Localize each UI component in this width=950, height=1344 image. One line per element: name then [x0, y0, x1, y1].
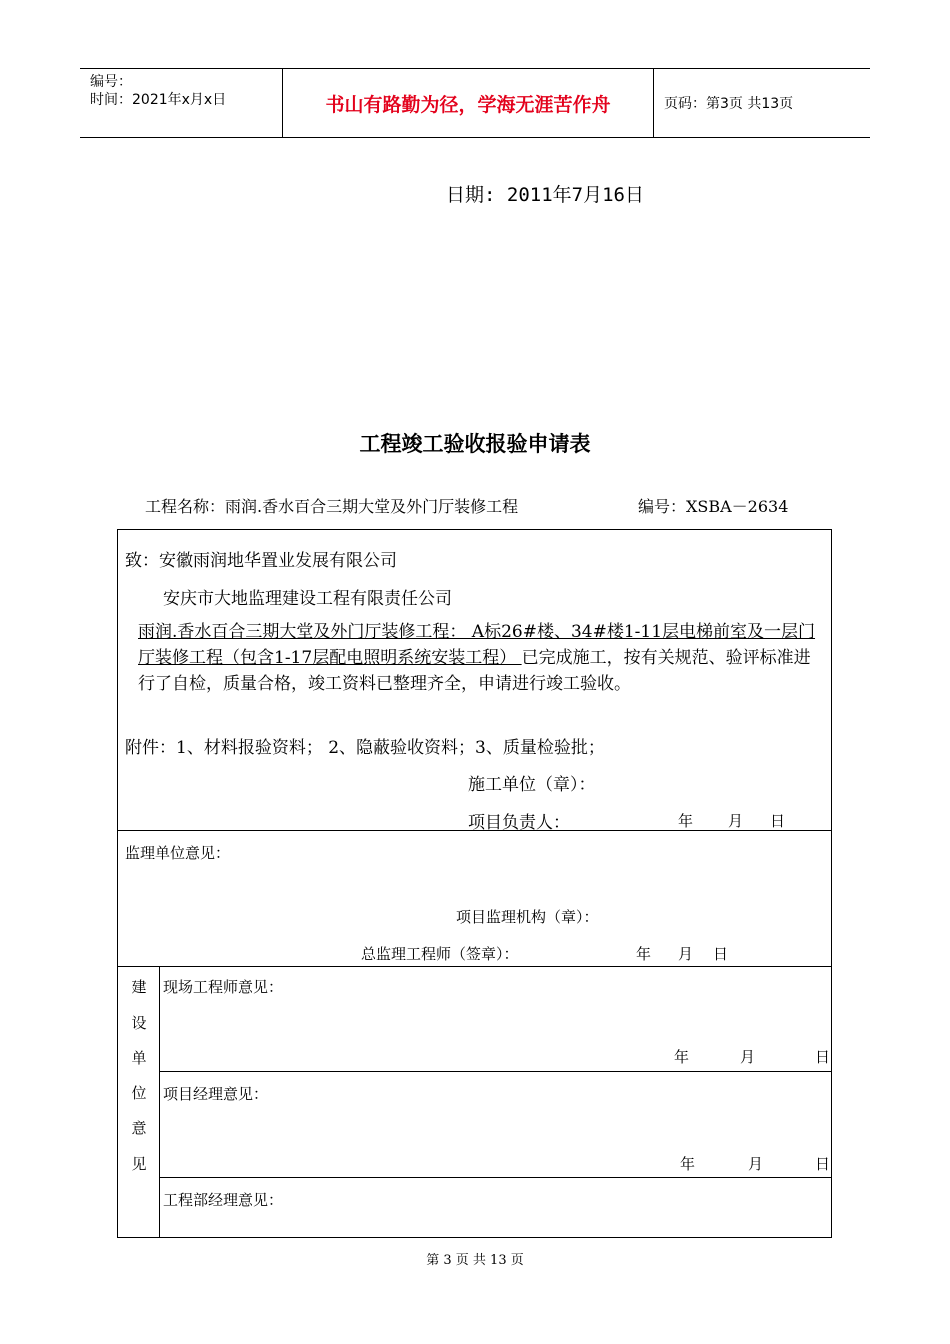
project-manager-label: 项目经理意见： [163, 1085, 269, 1103]
dept-manager-label: 工程部经理意见： [163, 1191, 284, 1209]
work-status: 已完成施工，按有关规范、验评标准进行了自检，质量合格，竣工资料已整理齐全，申请进行竣工验收。 [138, 648, 811, 694]
vertical-char: 见 [131, 1155, 147, 1173]
header-number: 编号： [90, 74, 132, 90]
pm-month: 月 [748, 1155, 764, 1173]
applicant-section [118, 530, 831, 831]
page-header [80, 68, 870, 138]
document-date: 日期: 2011年7月16日 [446, 184, 644, 206]
sec1-year: 年 [678, 812, 694, 830]
chief-engineer-label: 总监理工程师（签章）： [361, 945, 519, 963]
pm-day: 日 [815, 1155, 831, 1173]
project-line [145, 494, 789, 517]
sec2-month: 月 [678, 945, 694, 963]
application-body [138, 619, 823, 697]
work-description: 雨润.香水百合三期大堂及外门厅装修工程： A标26#楼、34#楼1-11层电梯前室及一层门厅装修工程（包含1-17层配电照明系统安装工程） [138, 622, 816, 668]
sec2-day: 日 [713, 945, 729, 963]
owner-vertical-label [118, 966, 160, 1237]
document-title: 工程竣工验收报验申请表 [359, 432, 591, 456]
header-meta [80, 69, 282, 137]
project-leader-label: 项目负责人： [468, 813, 570, 833]
supervision-section [118, 830, 831, 967]
site-day: 日 [815, 1048, 831, 1066]
project-name: 工程名称：雨润.香水百合三期大堂及外门厅装修工程 [145, 497, 519, 516]
vertical-char: 建 [131, 978, 147, 996]
divider [160, 1071, 831, 1072]
supervision-org-label: 项目监理机构（章）： [456, 908, 599, 926]
vertical-char: 意 [131, 1119, 147, 1137]
supervision-opinion-label: 监理单位意见： [125, 844, 231, 862]
site-month: 月 [740, 1048, 756, 1066]
owner-section [118, 966, 831, 1237]
sec2-year: 年 [636, 945, 652, 963]
recipient-primary: 致：安徽雨润地华置业发展有限公司 [125, 551, 397, 571]
header-page-info: 页码：第3页 共13页 [664, 96, 794, 112]
project-code: 编号：XSBA－2634 [638, 497, 789, 516]
sec1-month: 月 [728, 812, 744, 830]
vertical-char: 位 [131, 1084, 147, 1102]
attachments: 附件：1、材料报验资料； 2、隐蔽验收资料；3、质量检验批； [125, 738, 605, 758]
application-form [117, 529, 832, 1238]
site-engineer-label: 现场工程师意见： [163, 978, 284, 996]
construction-unit-label: 施工单位（章）： [468, 775, 596, 795]
header-time: 时间：2021年x月x日 [90, 92, 227, 108]
vertical-char: 设 [131, 1014, 147, 1032]
recipient-secondary: 安庆市大地监理建设工程有限责任公司 [163, 589, 452, 609]
header-slogan: 书山有路勤为径，学海无涯苦作舟 [282, 69, 654, 137]
vertical-char: 单 [131, 1049, 147, 1067]
sec1-day: 日 [770, 812, 786, 830]
page-footer: 第 3 页 共 13 页 [426, 1253, 524, 1268]
divider [160, 1177, 831, 1178]
pm-year: 年 [680, 1155, 696, 1173]
site-year: 年 [674, 1048, 690, 1066]
